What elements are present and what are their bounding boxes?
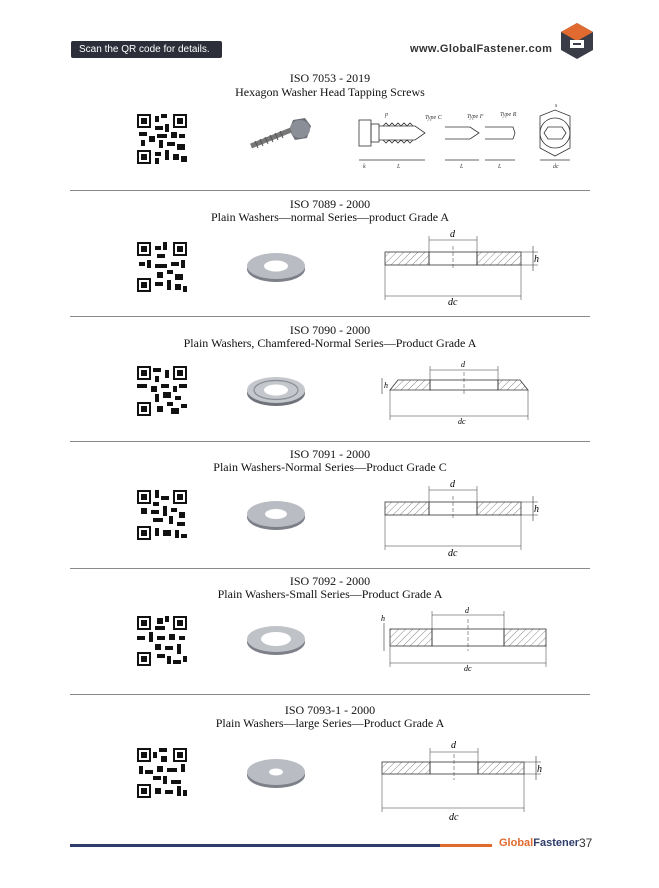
washer-technical-drawing	[380, 478, 555, 560]
standard-name: Plain Washers-Small Series—Product Grade A	[217, 587, 443, 601]
footer-accent-rule	[440, 844, 492, 847]
qr-prompt-banner: Scan the QR code for details.	[71, 41, 222, 58]
drawing-label-d: d	[461, 360, 465, 369]
section-divider	[70, 190, 590, 191]
chamfered-washer-technical-drawing	[380, 354, 560, 426]
page-number: 37	[579, 836, 593, 850]
washer-technical-drawing	[380, 605, 560, 675]
chamfered-washer-image	[245, 374, 307, 408]
screw-technical-drawing	[355, 102, 590, 172]
drawing-label-dc: dc	[449, 812, 459, 822]
svg-text:k: k	[363, 164, 366, 170]
qr-code-icon[interactable]	[137, 748, 187, 798]
qr-code-icon[interactable]	[137, 242, 187, 292]
section-iso7092	[70, 575, 590, 693]
washer-image	[245, 623, 307, 657]
qr-code-icon[interactable]	[137, 114, 187, 164]
section-divider	[70, 568, 590, 569]
svg-text:L: L	[498, 164, 502, 170]
brand-fastener: Fastener	[533, 837, 580, 849]
washer-technical-drawing	[380, 226, 555, 308]
qr-code-icon[interactable]	[137, 616, 187, 666]
svg-text:dc: dc	[553, 164, 559, 170]
qr-code-icon[interactable]	[137, 366, 187, 416]
standard-name: Hexagon Washer Head Tapping Screws	[235, 85, 425, 99]
svg-text:L: L	[397, 164, 401, 170]
drawing-label-h: h	[537, 764, 542, 775]
section-iso7053	[70, 72, 590, 192]
svg-text:Type F: Type F	[467, 114, 484, 120]
standard-number: ISO 7091 - 2000	[289, 447, 371, 461]
svg-text:p: p	[385, 112, 388, 118]
section-divider	[70, 316, 590, 317]
svg-text:s: s	[555, 103, 558, 109]
tapping-screw-image	[245, 114, 315, 154]
standard-number: ISO 7092 - 2000	[289, 574, 371, 588]
standard-name: Plain Washers, Chamfered-Normal Series—Product Grade A	[183, 336, 477, 350]
drawing-label-h: h	[384, 381, 388, 390]
svg-text:Type C: Type C	[425, 115, 442, 121]
drawing-label-h: h	[534, 504, 539, 515]
section-divider	[70, 441, 590, 442]
qr-code-icon[interactable]	[137, 490, 187, 540]
website-url[interactable]: www.GlobalFastener.com	[410, 43, 553, 55]
drawing-label-dc: dc	[458, 417, 466, 426]
section-iso7090	[70, 324, 590, 442]
drawing-label-dc: dc	[464, 664, 472, 673]
large-washer-image	[245, 756, 307, 790]
standard-name: Plain Washers—normal Series—product Grade A	[210, 210, 450, 224]
globalfastener-logo-icon	[558, 22, 596, 60]
standard-number: ISO 7089 - 2000	[289, 197, 371, 211]
drawing-label-d: d	[450, 229, 455, 240]
standard-name: Plain Washers—large Series—Product Grade A	[215, 716, 445, 730]
drawing-label-d: d	[465, 606, 469, 615]
standard-name: Plain Washers-Normal Series—Product Grade C	[213, 460, 447, 474]
drawing-label-dc: dc	[448, 548, 458, 559]
drawing-label-dc: dc	[448, 297, 458, 308]
section-divider	[70, 694, 590, 695]
drawing-label-h: h	[381, 614, 385, 623]
section-iso7089	[70, 198, 590, 316]
section-iso7093-1	[70, 704, 590, 834]
standard-number: ISO 7090 - 2000	[289, 323, 371, 337]
footer-brand	[499, 837, 579, 849]
section-iso7091	[70, 448, 590, 566]
washer-image	[245, 250, 307, 284]
svg-text:Type R: Type R	[500, 112, 517, 118]
washer-technical-drawing	[375, 732, 555, 822]
washer-image	[245, 498, 307, 532]
drawing-label-h: h	[534, 254, 539, 265]
standard-number: ISO 7053 - 2019	[289, 71, 371, 85]
footer-rule	[70, 844, 490, 847]
drawing-label-d: d	[451, 740, 456, 751]
drawing-label-d: d	[450, 479, 455, 490]
standard-number: ISO 7093-1 - 2000	[284, 703, 376, 717]
svg-text:L: L	[460, 164, 464, 170]
brand-global: Global	[499, 837, 534, 849]
